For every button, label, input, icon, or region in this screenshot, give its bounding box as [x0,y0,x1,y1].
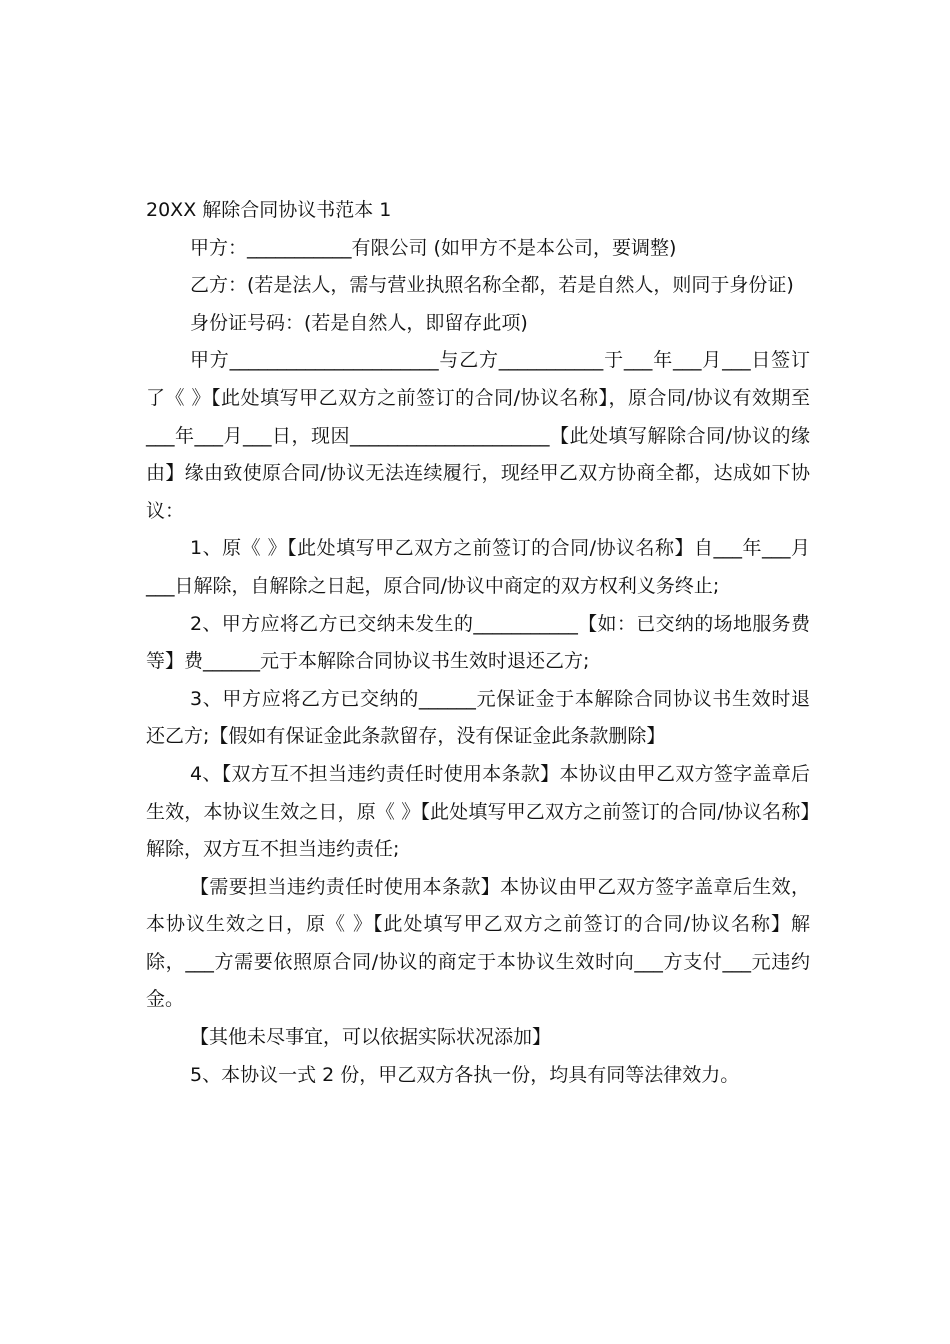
clause-2: 2、甲方应将乙方已交纳未发生的___________【如：已交纳的场地服务费等】费______元于本解除合同协议书生效时退还乙方; [146,612,810,673]
id-number-line: 身份证号码：(若是自然人，即留存此项) [190,311,528,334]
clause-3: 3、甲方应将乙方已交纳的______元保证金于本解除合同协议书生效时退还乙方;【假如有保证金此条款留存，没有保证金此条款删除】 [146,687,810,748]
document-title: 20XX 解除合同协议书范本 1 [146,199,392,221]
document-page [146,192,810,1094]
clause-5: 5、本协议一式 2 份，甲乙双方各执一份，均具有同等法律效力。 [190,1063,740,1086]
other-matters-note: 【其他未尽事宜，可以依据实际状况添加】 [190,1026,552,1049]
party-b-line: 乙方：(若是法人，需与营业执照名称全都，若是自然人，则同于身份证) [190,274,794,297]
party-a-line: 甲方：___________有限公司 (如甲方不是本公司，要调整) [190,236,677,259]
clause-4-alternative: 【需要担当违约责任时使用本条款】本协议由甲乙双方签字盖章后生效，本协议生效之日，原《 》【此处填写甲乙双方之前签订的合同/协议名称】解除，___方需要依照原合同/协议的商定于本协议生效时向___方支付___元违约金。 [146,875,810,1011]
clause-4: 4、【双方互不担当违约责任时使用本条款】本协议由甲乙双方签字盖章后生效，本协议生效之日，原《 》【此处填写甲乙双方之前签订的合同/协议名称】解除，双方互不担当违约责任; [146,762,810,861]
clause-1: 1、原《 》【此处填写甲乙双方之前签订的合同/协议名称】自___年___月___日解除，自解除之日起，原合同/协议中商定的双方权利义务终止; [146,537,810,597]
preamble-paragraph: 甲方______________________与乙方___________于___年___月___日签订了《 》【此处填写甲乙双方之前签订的合同/协议名称】，原合同/协议有效期至___年___月___日，现因_____________________【此处填写解除合同/协议的缘由】缘由致使原合同/协议无法连续履行，现经甲乙双方协商全都，达成如下协议： [146,349,810,522]
